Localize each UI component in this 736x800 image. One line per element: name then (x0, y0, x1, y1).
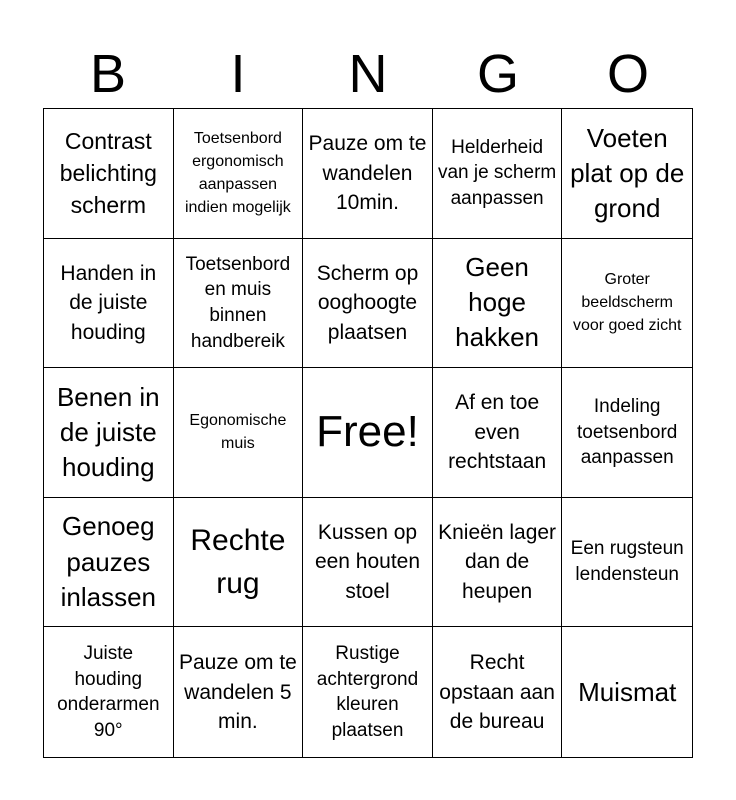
header-letter-i: I (230, 44, 246, 104)
cell-label: Recht opstaan aan de bureau (439, 651, 555, 733)
bingo-cell[interactable] (174, 109, 304, 239)
bingo-cell[interactable] (174, 239, 304, 369)
cell-label: Toetsenbord ergonomisch aanpassen indien mogelijk (184, 129, 291, 217)
bingo-cell[interactable] (44, 498, 174, 628)
cell-label: Muismat (578, 676, 677, 707)
cell-label: Een rugsteun lendensteun (570, 538, 684, 586)
bingo-cell[interactable] (44, 109, 174, 239)
free-cell[interactable] (303, 368, 433, 498)
bingo-cell[interactable] (433, 239, 563, 369)
bingo-board (43, 108, 693, 758)
cell-label: Knieën lager dan de heupen (438, 521, 557, 603)
cell-label: Rechte rug (190, 523, 286, 601)
bingo-cell[interactable] (44, 368, 174, 498)
cell-label: Kussen op een houten stoel (314, 521, 421, 603)
cell-label: Af en toe even rechtstaan (448, 391, 547, 474)
cell-label: Scherm op ooghoogte plaatsen (316, 261, 419, 344)
header-letter-b: B (89, 44, 127, 104)
bingo-cell[interactable] (174, 498, 304, 628)
bingo-cell[interactable] (303, 627, 433, 757)
cell-label: Juiste houding onderarmen 90° (57, 642, 160, 741)
cell-label: Genoeg pauzes inlassen (60, 511, 156, 612)
cell-label: Geen hoge hakken (455, 252, 540, 353)
bingo-cell[interactable] (174, 627, 304, 757)
cell-label: Rustige achtergrond kleuren plaatsen (316, 642, 419, 741)
cell-label: Toetsenbord en muis binnen handbereik (185, 253, 291, 352)
cell-label: Contrast belichting scherm (59, 128, 157, 219)
bingo-cell[interactable] (433, 109, 563, 239)
cell-label: Pauze om te wandelen 5 min. (178, 651, 297, 733)
bingo-cell[interactable] (562, 627, 692, 757)
bingo-header (43, 40, 693, 108)
cell-label: Groter beeldscherm voor goed zicht (572, 271, 682, 335)
bingo-cell[interactable] (44, 627, 174, 757)
cell-label: Pauze om te wandelen 10min. (308, 132, 427, 214)
free-label: Free! (316, 407, 419, 457)
bingo-cell[interactable] (433, 368, 563, 498)
cell-label: Helderheid van je scherm aanpassen (437, 136, 557, 210)
cell-label: Egonomische muis (189, 412, 287, 453)
bingo-cell[interactable] (303, 498, 433, 628)
bingo-cell[interactable] (562, 239, 692, 369)
bingo-cell[interactable] (562, 109, 692, 239)
header-letter-g: G (476, 44, 519, 104)
cell-label: Indeling toetsenbord aanpassen (577, 396, 678, 469)
cell-label: Voeten plat op de grond (570, 122, 685, 223)
bingo-cell[interactable] (433, 498, 563, 628)
bingo-cell[interactable] (562, 498, 692, 628)
cell-label: Benen in de juiste houding (56, 381, 160, 483)
bingo-cell[interactable] (303, 239, 433, 369)
header-letter-o: O (606, 44, 649, 104)
bingo-cell[interactable] (433, 627, 563, 757)
bingo-cell[interactable] (303, 109, 433, 239)
cell-label: Handen in de juiste houding (60, 261, 157, 344)
bingo-cell[interactable] (44, 239, 174, 369)
bingo-cell[interactable] (174, 368, 304, 498)
header-letter-n: N (348, 44, 388, 104)
bingo-cell[interactable] (562, 368, 692, 498)
